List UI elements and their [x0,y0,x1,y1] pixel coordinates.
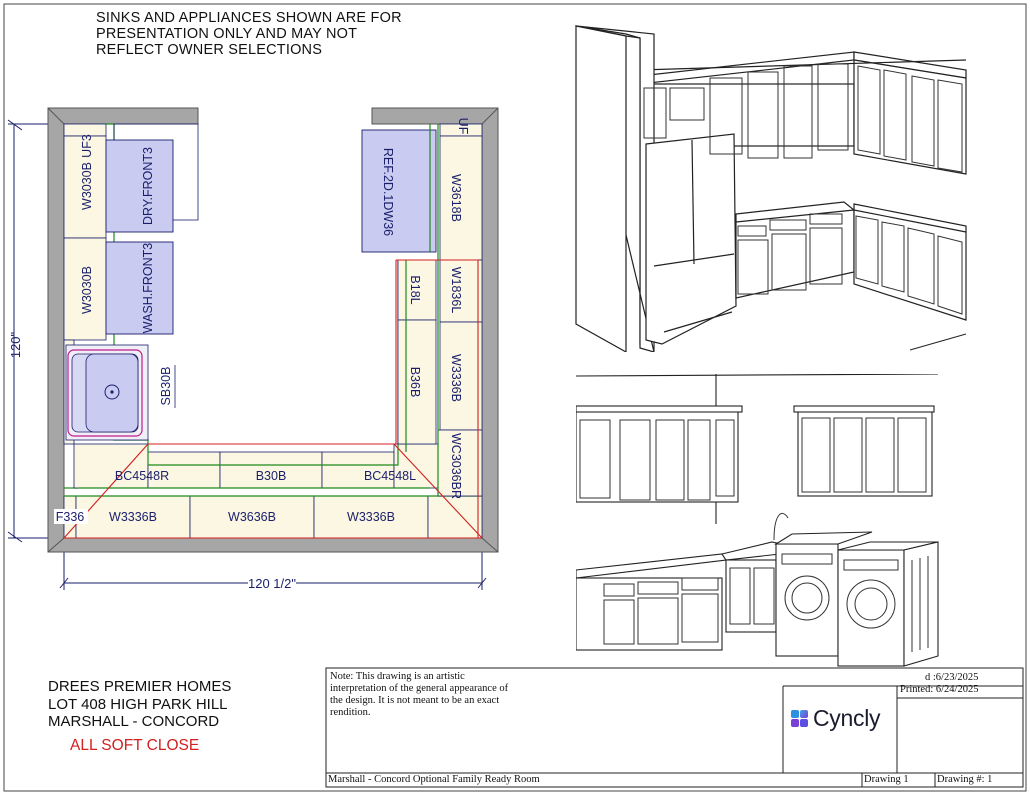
project-model: MARSHALL - CONCORD [48,713,220,730]
room-name: Marshall - Concord Optional Family Ready Room [328,774,540,785]
width-dimension-label: 120 1/2" [248,576,296,591]
label-b30b: B30B [255,469,287,483]
label-bc4548r: BC4548R [114,469,170,483]
label-w3336b-mid: W3336B [347,510,395,524]
created-date: d :6/23/2025 [925,672,979,683]
label-uf: UF [456,117,470,135]
label-w1836l: W1836L [449,266,463,314]
cyncly-logo-text: Cyncly [813,705,881,731]
label-b18l: B18L [408,275,422,305]
drawing-label: Drawing 1 [864,774,909,785]
label-w3030b-top: W3030B [80,162,94,210]
disclaimer-text: SINKS AND APPLIANCES SHOWN ARE FOR PRESENTATION ONLY AND MAY NOT REFLECT OWNER SELECTIONS [96,10,402,58]
disclaimer-note: Note: This drawing is an artistic interpretation of the general appearance of the design. It is not meant to be an exact rendition. [330,671,509,718]
label-b36b: B36B [408,366,422,398]
printed-date: Printed: 6/24/2025 [900,684,979,695]
label-w3336b-right: W3336B [449,354,463,402]
label-w3030b-bottom: W3030B [80,266,94,314]
soft-close-note: ALL SOFT CLOSE [70,737,200,754]
cyncly-logo [790,705,880,732]
label-wash-front: WASH.FRONT3 [141,242,155,334]
label-dry-front: DRY.FRONT3 [141,146,155,226]
label-f336: F336 [55,510,85,524]
height-dimension-label: 120" [8,331,23,359]
label-uf3: UF3 [80,134,94,158]
cyncly-logo-icon [790,709,810,729]
label-bc4548l: BC4548L [363,469,417,483]
label-ref: REF.2D.1DW36 [381,147,395,237]
project-lot: LOT 408 HIGH PARK HILL [48,696,228,713]
label-w3336b-left: W3336B [109,510,157,524]
label-w3618b: W3618B [449,174,463,222]
label-sb30b: SB30B [159,366,173,406]
drawing-number: Drawing #: 1 [937,774,993,785]
label-wc3036br: WC3036BR [449,433,463,499]
label-w3636b: W3636B [228,510,276,524]
project-builder: DREES PREMIER HOMES [48,678,232,695]
